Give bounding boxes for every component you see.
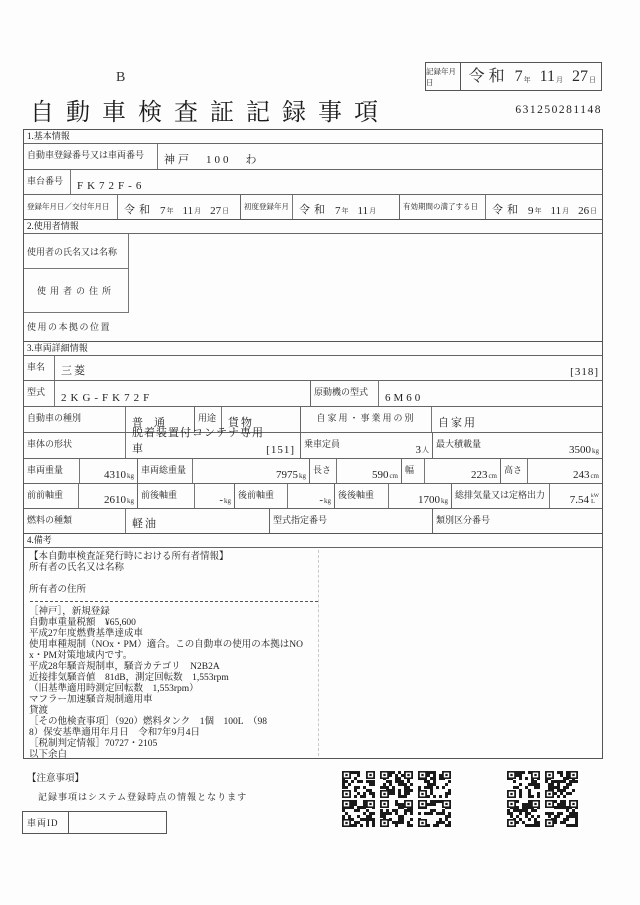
gross-weight-label: 車両総重量 — [137, 459, 193, 483]
capacity-value: 3 人 — [415, 443, 429, 456]
use-value: 貨物 — [228, 416, 254, 429]
class-number-label: 類別区分番号 — [432, 509, 511, 533]
remarks-line: （旧基準適用時測定回転数 1,553rpm） — [29, 683, 199, 694]
body-shape-value: 脱着装置付コンテナ専用車 — [132, 426, 264, 455]
width-label: 幅 — [401, 459, 425, 483]
type-designation-label: 型式指定番号 — [269, 509, 350, 533]
main-table — [23, 129, 603, 759]
body-shape-row — [24, 426, 602, 458]
fuel-type-value: 軽油 — [132, 517, 158, 530]
remarks-line: 使用車種規制（NOx・PM）適合。この自動車の使用の本拠はNO — [29, 639, 303, 650]
remarks-line: 近接排気騒音値 81dB，測定回転数 1,553rpm — [29, 672, 229, 683]
qr-code — [545, 771, 578, 798]
payload-label: 最大積載量 — [432, 433, 509, 458]
remarks-line: 所有者の住所 — [29, 584, 87, 595]
chassis-number-value: FK72F-6 — [77, 179, 146, 192]
body-shape-code: [151] — [266, 443, 295, 456]
notice-body: 記録事項はシステム登録時点の情報となります — [38, 792, 248, 802]
remarks-line: ［その他検査事項］（920）燃料タンク 1個 100L （98 — [29, 716, 268, 727]
page-title: 自動車検査証記録事項 — [30, 100, 390, 126]
axle-front-rear-label: 前後軸重 — [137, 484, 195, 508]
vehicle-name-label: 車名 — [24, 356, 55, 380]
ownership-label: 自家用・事業用の別 — [300, 407, 432, 432]
remarks-line: マフラー加速騒音規制適用車 — [29, 694, 153, 705]
remarks-line: 【本自動車検査証発行時における所有者情報】 — [29, 551, 229, 562]
notice-title: 【注意事項】 — [27, 774, 85, 784]
fuel-row — [24, 508, 602, 533]
remarks-line: 自動車重量税額 ¥65,600 — [29, 617, 136, 628]
remarks-block — [24, 547, 602, 758]
model-row — [24, 380, 602, 406]
registration-date-label: 登録年月日／交付年月日 — [24, 195, 118, 219]
axle-front-front-label: 前前軸重 — [24, 484, 79, 508]
qr-code — [545, 800, 578, 827]
displacement-label: 総排気量又は定格出力 — [451, 484, 550, 508]
remarks-line: 8）保安基準適用年月日 令和7年9月4日 — [29, 727, 201, 738]
fuel-type-label: 燃料の種類 — [24, 509, 126, 533]
axle-rear-rear-label: 後後軸重 — [334, 484, 389, 508]
form-type-mark: B — [116, 70, 128, 85]
chassis-number-label: 車台番号 — [24, 170, 71, 194]
qr-code — [342, 771, 375, 798]
chassis-number-row — [24, 169, 602, 194]
user-info-block — [24, 233, 602, 341]
width-value: 223 cm — [470, 468, 497, 481]
axle-front-front-value: 2610 kg — [104, 493, 134, 506]
qr-code — [380, 771, 413, 798]
base-location-label: 使用の本拠の位置 — [27, 322, 112, 333]
expiry-date-label: 有効期間の満了する日 — [399, 195, 486, 219]
user-address-label: 使用者の住所 — [24, 269, 129, 313]
registration-number-row — [24, 143, 602, 169]
dates-row — [24, 194, 602, 219]
remarks-line: 所有者の氏名又は名称 — [29, 562, 125, 573]
height-value: 243 cm — [572, 468, 599, 481]
gross-weight-value: 7975 kg — [276, 468, 306, 481]
vehicle-kind-label: 自動車の種別 — [24, 407, 126, 432]
user-info-empty-area — [129, 234, 602, 341]
body-shape-label: 車体の形状 — [24, 433, 126, 458]
section4-title: 4.備考 — [24, 533, 602, 547]
remarks-line: 平成28年騒音規制車，騒音カテゴリ N2B2A — [29, 661, 220, 672]
use-label: 用途 — [194, 407, 222, 432]
remarks-line: 平成27年度燃費基準達成車 — [29, 628, 144, 639]
vehicle-kind-row — [24, 406, 602, 432]
engine-model-value: 6M60 — [385, 391, 424, 404]
remarks-line: ［神戸］，新規登録 — [29, 606, 110, 617]
remarks-line: x・PM対策地域内です。 — [29, 650, 133, 661]
registration-number-value: 神戸 100 わ — [164, 153, 260, 166]
vehicle-name-value: 三菱 — [61, 364, 87, 377]
qr-code — [418, 800, 451, 827]
class-number-value — [511, 509, 602, 533]
engine-model-label: 原動機の型式 — [310, 381, 379, 406]
qr-code — [418, 771, 451, 798]
displacement-value: 7.54 kW L — [569, 492, 599, 506]
axle-rear-front-label: 後前軸重 — [234, 484, 288, 508]
record-date-label: 記録年月日 — [426, 63, 461, 90]
first-registration-label: 初度登録年月 — [240, 195, 293, 219]
qr-code — [507, 800, 540, 827]
payload-value: 3500 kg — [569, 443, 599, 456]
remarks-line: 貸渡 — [29, 705, 49, 716]
axle-rear-front-value: - kg — [319, 493, 331, 506]
ownership-value: 自家用 — [438, 416, 477, 429]
registration-number-label: 自動車登録番号又は車両番号 — [24, 144, 158, 169]
section2-title: 2.使用者情報 — [24, 219, 602, 233]
first-registration-value: 令和 7 年 11 月 — [299, 203, 377, 217]
vehicle-kind-value: 普 通 — [132, 416, 165, 429]
qr-code — [380, 800, 413, 827]
vehicle-id-box — [22, 811, 167, 834]
expiry-date-value: 令和 9 年 11 月 26 日 — [492, 203, 598, 217]
qr-code — [342, 800, 375, 827]
vehicle-weight-value: 4310 kg — [104, 468, 134, 481]
weight-dimensions-row — [24, 458, 602, 483]
qr-code — [507, 771, 540, 798]
vehicle-id-label: 車両ID — [23, 812, 69, 833]
record-date-value: 令和 7 年 11 月 27 日 — [468, 68, 596, 85]
capacity-label: 乗車定員 — [300, 433, 385, 458]
vehicle-weight-label: 車両重量 — [24, 459, 80, 483]
vehicle-name-code: [318] — [570, 365, 599, 378]
document-number: 631250281148 — [515, 104, 602, 116]
remarks-line: ［税制判定情報］70727・2105 — [29, 738, 158, 749]
length-label: 長さ — [309, 459, 337, 483]
remarks-line: 以下余白 — [29, 749, 68, 760]
length-value: 590 cm — [371, 468, 398, 481]
registration-date-value: 令和 7 年 11 月 27 日 — [124, 203, 230, 217]
type-designation-value — [350, 509, 432, 533]
section1-title: 1.基本情報 — [27, 131, 70, 141]
axle-front-rear-value: - kg — [219, 493, 231, 506]
vehicle-id-value — [69, 812, 166, 833]
record-date-box — [425, 62, 602, 91]
section3-title: 3.車両詳細情報 — [24, 341, 602, 355]
remarks-line — [29, 574, 596, 585]
height-label: 高さ — [500, 459, 528, 483]
axle-weights-row — [24, 483, 602, 508]
vehicle-name-row — [24, 355, 602, 380]
model-value: 2KG-FK72F — [61, 391, 154, 404]
axle-rear-rear-value: 1700 kg — [418, 493, 448, 506]
remarks-separator — [30, 601, 318, 602]
model-label: 型式 — [24, 381, 55, 406]
user-name-label: 使用者の氏名又は名称 — [24, 234, 129, 270]
